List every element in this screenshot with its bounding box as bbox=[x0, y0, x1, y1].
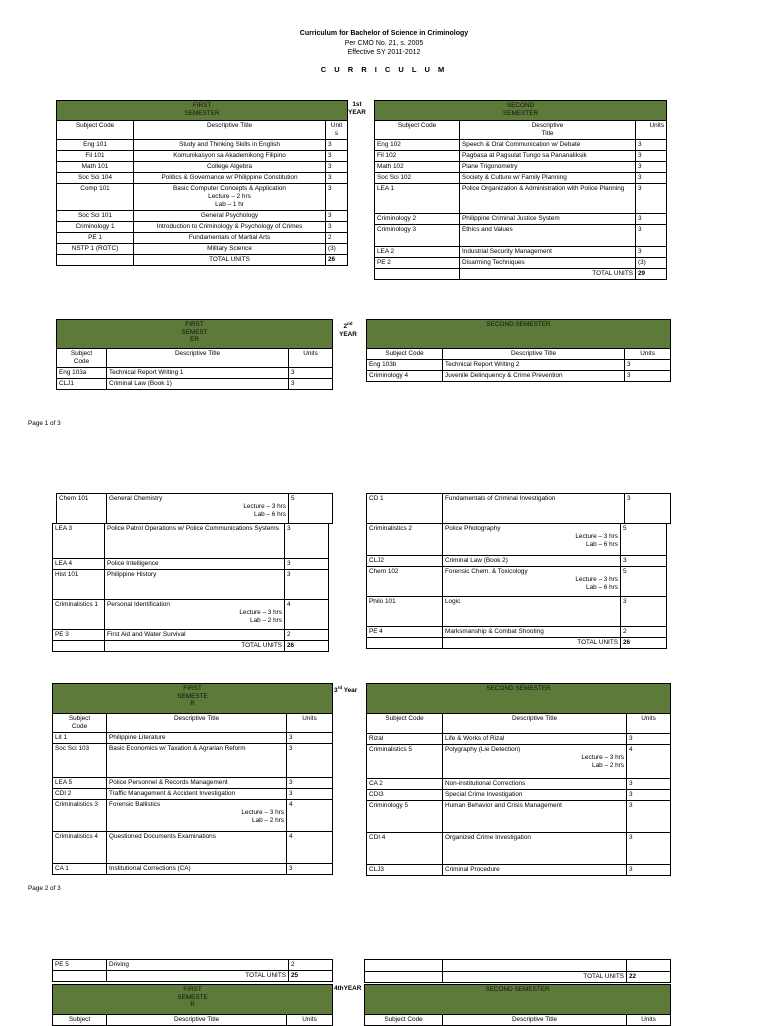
column-header: Units bbox=[287, 714, 333, 733]
column-header: Descriptive Title bbox=[460, 121, 636, 140]
column-header: Descriptive Title bbox=[107, 1015, 287, 1026]
table-row: Criminology 5 Human Behavior and Crisis Management 3 bbox=[367, 801, 671, 833]
table-row: Lit 1 Philippine Literature 3 bbox=[53, 733, 333, 744]
table-row: LEA 1 Police Organization & Administration with Police Planning 3 bbox=[375, 184, 667, 214]
table-row: Comp 101 Basic Computer Concepts & Application Lecture – 2 hrs Lab – 1 hr 3 bbox=[57, 184, 348, 211]
table-row: Criminalistics 4 Questioned Documents Examinations 4 bbox=[53, 832, 333, 864]
table-row: NSTP 1 (ROTC) Military Science (3) bbox=[57, 244, 348, 255]
table-row: Chem 101 General Chemistry Lecture – 3 hrs Lab – 6 hrs 5 bbox=[57, 494, 333, 524]
table-row: PE 3 First Aid and Water Survival 2 bbox=[53, 630, 329, 641]
effective-year: Effective SY 2011-2012 bbox=[347, 49, 421, 56]
year4-label: 4thYEAR bbox=[334, 985, 362, 992]
semester-header: FIRST SEMESTE R bbox=[53, 985, 333, 1015]
table-row: LEA 3 Police Patrol Operations w/ Police Communications Systems 3 bbox=[53, 524, 329, 559]
year3-second-semester-continued bbox=[364, 959, 671, 983]
table-row: CA 1 Institutional Corrections (CA) 3 bbox=[53, 864, 333, 875]
table-row: Soc Sci 101 General Psychology 3 bbox=[57, 211, 348, 222]
year2-second-semester-table bbox=[366, 319, 671, 382]
column-header: Descriptive Title bbox=[107, 714, 287, 733]
semester-header: SECOND SEMESTER bbox=[367, 684, 671, 714]
column-header: Subject Code bbox=[367, 349, 443, 360]
table-row bbox=[365, 960, 671, 972]
column-header: Units bbox=[625, 349, 671, 360]
table-row: Eng 101 Study and Thinking Skills in English 3 bbox=[57, 140, 348, 151]
table-row: CD 1 Fundamentals of Criminal Investigation 3 bbox=[367, 494, 671, 524]
column-header: Units bbox=[636, 121, 667, 140]
table-row: CLJ2 Criminal Law (Book 2) 3 bbox=[367, 556, 667, 567]
total-row: TOTAL UNITS 26 bbox=[53, 641, 329, 652]
table-row: Hist 101 Philippine History 3 bbox=[53, 570, 329, 600]
table-row: Fil 101 Komunikasyon sa Akademikong Filipino 3 bbox=[57, 151, 348, 162]
table-row: CDI 4 Organized Crime Investigation 3 bbox=[367, 833, 671, 865]
table-row: Criminalistics 3 Forensic Ballistics Lecture – 3 hrs Lab – 2 hrs 4 bbox=[53, 800, 333, 832]
semester-header: SECOND SEMESTER bbox=[367, 320, 671, 349]
table-row: PE 4 Marksmanship & Combat Shooting 2 bbox=[367, 627, 667, 638]
page-number: Page 2 of 3 bbox=[28, 885, 61, 892]
table-row: Eng 103b Technical Report Writing 2 3 bbox=[367, 360, 671, 371]
table-row: PE 5 Driving 2 bbox=[53, 960, 333, 971]
table-row: Eng 102 Speech & Oral Communication w/ Debate 3 bbox=[375, 140, 667, 151]
semester-header: FIRST SEMEST ER bbox=[57, 320, 333, 349]
table-row: Rizal Life & Works of Rizal 3 bbox=[367, 734, 671, 745]
table-row: Criminology 3 Ethics and Values 3 bbox=[375, 225, 667, 247]
column-header: Units bbox=[627, 1015, 671, 1026]
column-header: Units bbox=[287, 1015, 333, 1026]
year1-label: 1st YEAR bbox=[348, 101, 366, 116]
document-title: Curriculum for Bachelor of Science in Criminology bbox=[299, 30, 469, 37]
table-row: Soc Sci 102 Society & Culture w/ Family Planning 3 bbox=[375, 173, 667, 184]
table-row: Fil 102 Pagbasa at Pagsulat Tungo sa Pananaliksik 3 bbox=[375, 151, 667, 162]
year4-second-semester-table bbox=[364, 984, 671, 1026]
column-header: Descriptive Title bbox=[134, 121, 326, 140]
page-number: Page 1 of 3 bbox=[28, 420, 61, 427]
table-row: Soc Sci 104 Politics & Governance w/ Philippine Constitution 3 bbox=[57, 173, 348, 184]
year3-first-semester-table bbox=[52, 683, 333, 875]
table-row: Math 101 College Algebra 3 bbox=[57, 162, 348, 173]
year1-second-semester-table bbox=[374, 100, 667, 280]
table-row: Criminalistics 2 Police Photography Lecture – 3 hrs Lab – 6 hrs 5 bbox=[367, 524, 667, 556]
table-row: Criminalistics 1 Personal Identification Lecture – 3 hrs Lab – 2 hrs 4 bbox=[53, 600, 329, 630]
table-row: LEA 2 Industrial Security Management 3 bbox=[375, 247, 667, 258]
column-header: Subject Code bbox=[57, 349, 107, 368]
year2-first-semester-table bbox=[56, 319, 333, 390]
column-header: Subject Code bbox=[57, 121, 134, 140]
semester-header: SECOND SEMESTER bbox=[365, 985, 671, 1015]
total-row: TOTAL UNITS 22 bbox=[365, 972, 671, 983]
year2-label: 2nd YEAR bbox=[339, 321, 357, 338]
year1-first-semester-table bbox=[56, 100, 348, 266]
column-header: Descriptive Title bbox=[443, 1015, 627, 1026]
year2-second-semester-continued bbox=[366, 523, 667, 649]
table-row: CA 2 Non-institutional Corrections 3 bbox=[367, 779, 671, 790]
year2-first-semester-continued-chem bbox=[56, 493, 333, 524]
document-header bbox=[0, 29, 768, 74]
year2-second-semester-continued-cd bbox=[366, 493, 671, 524]
year3-second-semester-table bbox=[366, 683, 671, 876]
curriculum-heading: C U R R I C U L U M bbox=[320, 64, 448, 74]
table-row: Eng 103a Technical Report Writing 1 3 bbox=[57, 368, 333, 379]
column-header: Subject Code bbox=[367, 714, 443, 734]
year3-label: 3rd Year bbox=[334, 685, 358, 695]
table-row: PE 2 Disarming Techniques (3) bbox=[375, 258, 667, 269]
year3-first-semester-continued bbox=[52, 959, 333, 982]
total-row: TOTAL UNITS 25 bbox=[53, 971, 333, 982]
cmo-reference: Per CMO No. 21, s. 2005 bbox=[344, 39, 424, 47]
table-row: Philo 101 Logic 3 bbox=[367, 597, 667, 627]
column-header: Units bbox=[627, 714, 671, 734]
table-row: Math 102 Plane Trigonometry 3 bbox=[375, 162, 667, 173]
total-row: TOTAL UNITS 26 bbox=[57, 255, 348, 266]
column-header: Unit s bbox=[326, 121, 348, 140]
column-header: Units bbox=[289, 349, 333, 368]
column-header: Descriptive Title bbox=[443, 714, 627, 734]
column-header: Subject bbox=[53, 1015, 107, 1026]
table-row: CDI3 Special Crime Investigation 3 bbox=[367, 790, 671, 801]
table-row: LEA 4 Police Intelligence 3 bbox=[53, 559, 329, 570]
table-row: Soc Sci 103 Basic Economics w/ Taxation & Agrarian Reform 3 bbox=[53, 744, 333, 778]
table-row: CLJ1 Criminal Law (Book 1) 3 bbox=[57, 379, 333, 390]
column-header: Descriptive Title bbox=[107, 349, 289, 368]
table-row: CDI 2 Traffic Management & Accident Investigation 3 bbox=[53, 789, 333, 800]
table-row: LEA 5 Police Personnel & Records Management 3 bbox=[53, 778, 333, 789]
year4-first-semester-table bbox=[52, 984, 333, 1026]
semester-header: FIRST SEMESTE R bbox=[53, 684, 333, 714]
semester-header: SECOND SEMESTER bbox=[375, 101, 667, 121]
table-row: CLJ3 Criminal Procedure 3 bbox=[367, 865, 671, 876]
table-row: Criminology 1 Introduction to Criminology & Psychology of Crimes 3 bbox=[57, 222, 348, 233]
column-header: Subject Code bbox=[53, 714, 107, 733]
table-row: Criminology 2 Philippine Criminal Justice System 3 bbox=[375, 214, 667, 225]
semester-header: FIRST SEMESTER bbox=[57, 101, 348, 121]
total-row: TOTAL UNITS 29 bbox=[375, 269, 667, 280]
table-row: PE 1 Fundamentals of Martial Arts 2 bbox=[57, 233, 348, 244]
column-header: Subject Code bbox=[375, 121, 460, 140]
column-header: Subject Code bbox=[365, 1015, 443, 1026]
table-row: Criminalistics 5 Polygraphy (Lie Detection) Lecture – 3 hrs Lab – 2 hrs 4 bbox=[367, 745, 671, 779]
table-row: Chem 102 Forensic Chem. & Toxicology Lecture – 3 hrs Lab – 6 hrs 5 bbox=[367, 567, 667, 597]
total-row: TOTAL UNITS 26 bbox=[367, 638, 667, 649]
year2-first-semester-continued bbox=[52, 523, 329, 652]
table-row: Criminology 4 Juvenile Delinquency & Crime Prevention 3 bbox=[367, 371, 671, 382]
column-header: Descriptive Title bbox=[443, 349, 625, 360]
